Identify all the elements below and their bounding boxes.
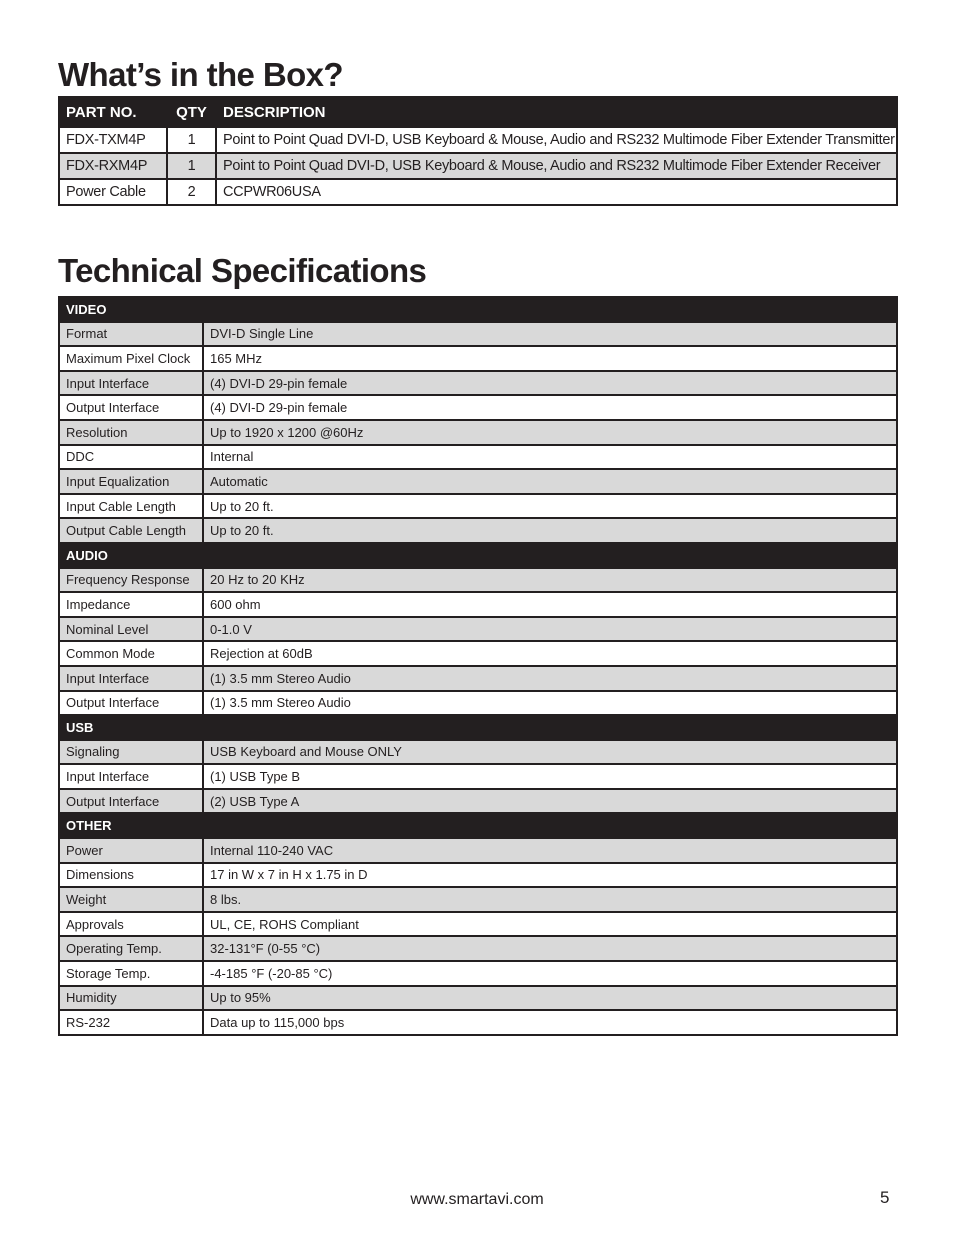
- spec-value: Internal: [203, 445, 897, 470]
- table-row: [59, 764, 897, 789]
- spec-label: Impedance: [59, 592, 203, 617]
- spec-section-title: AUDIO: [59, 543, 897, 568]
- box-table-header: [59, 97, 897, 127]
- spec-value: (1) USB Type B: [203, 764, 897, 789]
- spec-label: RS-232: [59, 1010, 203, 1035]
- table-row: [59, 346, 897, 371]
- spec-label: Output Interface: [59, 395, 203, 420]
- spec-section-header: [59, 715, 897, 740]
- spec-value: Automatic: [203, 469, 897, 494]
- spec-label: Humidity: [59, 986, 203, 1011]
- table-row: [59, 1010, 897, 1035]
- table-row: [59, 617, 897, 642]
- table-row: [59, 912, 897, 937]
- spec-value: DVI-D Single Line: [203, 322, 897, 347]
- spec-label: Output Cable Length: [59, 518, 203, 543]
- table-row: [59, 494, 897, 519]
- spec-label: Storage Temp.: [59, 961, 203, 986]
- spec-value: 17 in W x 7 in H x 1.75 in D: [203, 863, 897, 888]
- spec-value: 165 MHz: [203, 346, 897, 371]
- spec-label: Input Interface: [59, 666, 203, 691]
- spec-section-title: OTHER: [59, 813, 897, 838]
- table-row: [59, 936, 897, 961]
- spec-value: -4-185 °F (-20-85 °C): [203, 961, 897, 986]
- header-part-no: PART NO.: [59, 97, 167, 127]
- table-row: [59, 641, 897, 666]
- spec-value: 600 ohm: [203, 592, 897, 617]
- part-no-cell: Power Cable: [59, 179, 167, 205]
- spec-label: Format: [59, 322, 203, 347]
- spec-value: Up to 20 ft.: [203, 518, 897, 543]
- table-row: [59, 691, 897, 716]
- spec-section-title: USB: [59, 715, 897, 740]
- spec-value: Up to 20 ft.: [203, 494, 897, 519]
- spec-value: 20 Hz to 20 KHz: [203, 568, 897, 593]
- spec-value: (4) DVI-D 29-pin female: [203, 371, 897, 396]
- footer-website-url: www.smartavi.com: [410, 1191, 544, 1208]
- table-row: [59, 179, 897, 205]
- spec-value: (2) USB Type A: [203, 789, 897, 814]
- spec-value: Up to 1920 x 1200 @60Hz: [203, 420, 897, 445]
- spec-label: Input Equalization: [59, 469, 203, 494]
- spec-label: Resolution: [59, 420, 203, 445]
- spec-label: Input Interface: [59, 764, 203, 789]
- spec-section-header: [59, 543, 897, 568]
- description-cell: CCPWR06USA: [216, 179, 897, 205]
- table-row: [59, 887, 897, 912]
- qty-cell: 1: [167, 127, 216, 153]
- spec-value: 0-1.0 V: [203, 617, 897, 642]
- spec-label: Maximum Pixel Clock: [59, 346, 203, 371]
- table-row: [59, 592, 897, 617]
- spec-label: Approvals: [59, 912, 203, 937]
- description-cell: Point to Point Quad DVI-D, USB Keyboard & Mouse, Audio and RS232 Multimode Fiber Extender Transmitter: [216, 127, 897, 153]
- technical-specifications-title: Technical Specifications: [58, 252, 427, 289]
- spec-label: Power: [59, 838, 203, 863]
- table-row: [59, 371, 897, 396]
- qty-cell: 2: [167, 179, 216, 205]
- table-row: [59, 518, 897, 543]
- table-row: [59, 395, 897, 420]
- table-row: [59, 863, 897, 888]
- table-row: [59, 838, 897, 863]
- box-contents-title: What’s in the Box?: [58, 56, 343, 93]
- table-row: [59, 420, 897, 445]
- table-row: [59, 322, 897, 347]
- spec-value: USB Keyboard and Mouse ONLY: [203, 740, 897, 765]
- table-row: [59, 127, 897, 153]
- qty-cell: 1: [167, 153, 216, 179]
- spec-label: Operating Temp.: [59, 936, 203, 961]
- spec-value: 32-131°F (0-55 °C): [203, 936, 897, 961]
- table-row: [59, 666, 897, 691]
- spec-value: (1) 3.5 mm Stereo Audio: [203, 666, 897, 691]
- spec-section-title: VIDEO: [59, 297, 897, 322]
- spec-label: Weight: [59, 887, 203, 912]
- spec-value: (4) DVI-D 29-pin female: [203, 395, 897, 420]
- spec-value: (1) 3.5 mm Stereo Audio: [203, 691, 897, 716]
- spec-label: DDC: [59, 445, 203, 470]
- table-row: [59, 740, 897, 765]
- table-row: [59, 961, 897, 986]
- table-row: [59, 789, 897, 814]
- spec-label: Output Interface: [59, 789, 203, 814]
- spec-table-body: [59, 297, 897, 1035]
- spec-value: 8 lbs.: [203, 887, 897, 912]
- description-cell: Point to Point Quad DVI-D, USB Keyboard & Mouse, Audio and RS232 Multimode Fiber Extender Receiver: [216, 153, 897, 179]
- spec-value: UL, CE, ROHS Compliant: [203, 912, 897, 937]
- spec-value: Rejection at 60dB: [203, 641, 897, 666]
- table-row: [59, 568, 897, 593]
- table-row: [59, 986, 897, 1011]
- spec-section-header: [59, 813, 897, 838]
- page-number: 5: [880, 1188, 890, 1207]
- table-row: [59, 153, 897, 179]
- spec-value: Internal 110-240 VAC: [203, 838, 897, 863]
- part-no-cell: FDX-TXM4P: [59, 127, 167, 153]
- spec-section-header: [59, 297, 897, 322]
- spec-label: Dimensions: [59, 863, 203, 888]
- spec-label: Nominal Level: [59, 617, 203, 642]
- spec-label: Common Mode: [59, 641, 203, 666]
- table-row: [59, 469, 897, 494]
- spec-label: Input Interface: [59, 371, 203, 396]
- spec-label: Input Cable Length: [59, 494, 203, 519]
- part-no-cell: FDX-RXM4P: [59, 153, 167, 179]
- spec-value: Data up to 115,000 bps: [203, 1010, 897, 1035]
- spec-label: Output Interface: [59, 691, 203, 716]
- header-qty: QTY: [167, 97, 216, 127]
- box-contents-table: [58, 96, 898, 206]
- technical-specifications-table: [58, 296, 898, 1036]
- table-row: [59, 445, 897, 470]
- spec-label: Signaling: [59, 740, 203, 765]
- spec-value: Up to 95%: [203, 986, 897, 1011]
- header-description: DESCRIPTION: [216, 97, 897, 127]
- spec-label: Frequency Response: [59, 568, 203, 593]
